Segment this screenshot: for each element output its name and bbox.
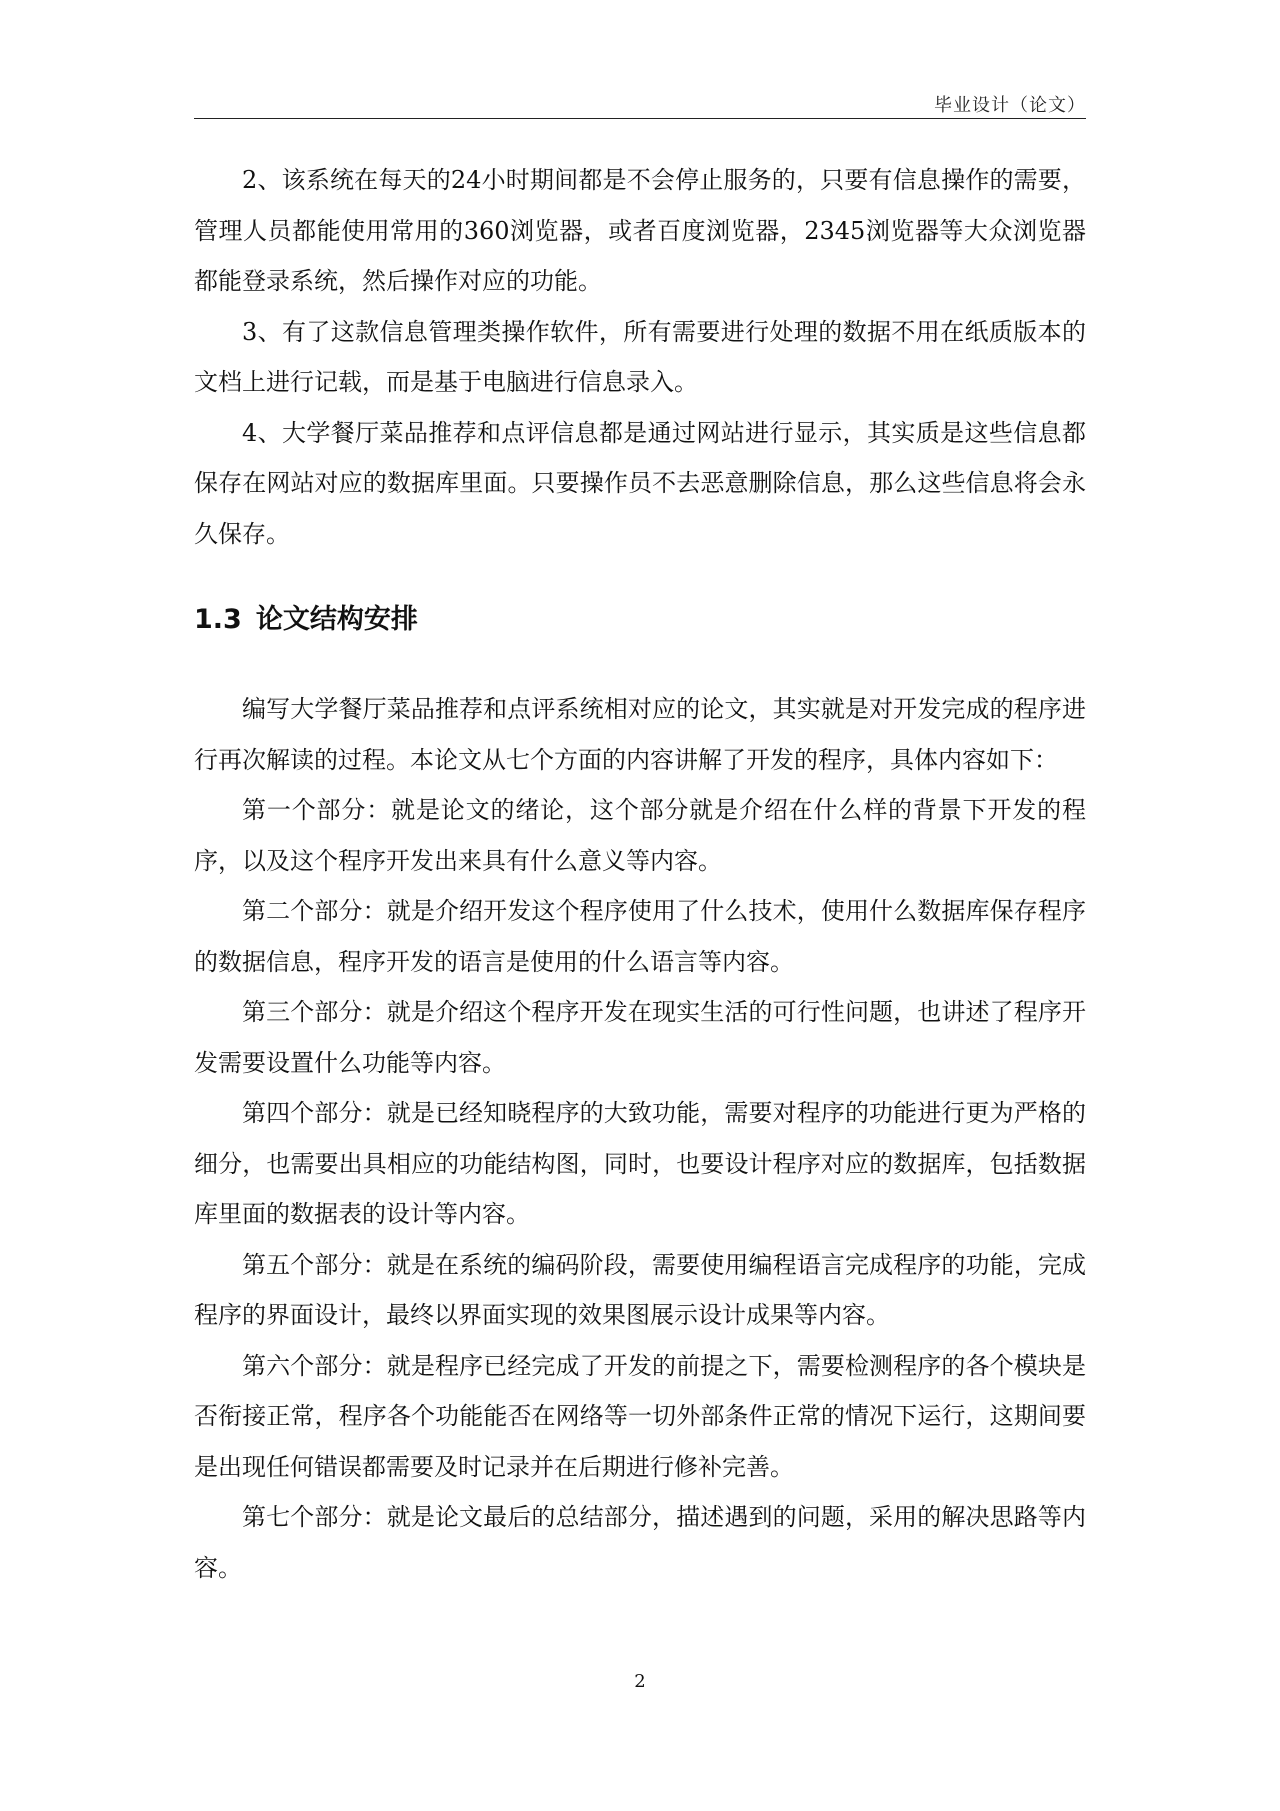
part-one-paragraph: 第一个部分：就是论文的绪论，这个部分就是介绍在什么样的背景下开发的程序，以及这个程序开发出来具有什么意义等内容。 [194, 796, 1086, 875]
section-title: 论文结构安排 [255, 604, 418, 635]
part-five-paragraph: 第五个部分：就是在系统的编码阶段，需要使用编程语言完成程序的功能，完成程序的界面设计，最终以界面实现的效果图展示设计成果等内容。 [194, 1250, 1086, 1329]
header-title: 毕业设计（论文） [934, 95, 1086, 116]
part-six-paragraph: 第六个部分：就是程序已经完成了开发的前提之下，需要检测程序的各个模块是否衔接正常，程序各个功能能否在网络等一切外部条件正常的情况下运行，这期间要是出现任何错误都需要及时记录并在后期进行修补完善。 [194, 1351, 1086, 1481]
part-two-paragraph: 第二个部分：就是介绍开发这个程序使用了什么技术，使用什么数据库保存程序的数据信息，程序开发的语言是使用的什么语言等内容。 [194, 897, 1086, 976]
paragraph-item-3: 3、有了这款信息管理类操作软件，所有需要进行处理的数据不用在纸质版本的文档上进行记载，而是基于电脑进行信息录入。 [194, 317, 1086, 396]
part-seven-paragraph: 第七个部分：就是论文最后的总结部分，描述遇到的问题，采用的解决思路等内容。 [194, 1503, 1086, 1582]
part-three-paragraph: 第三个部分：就是介绍这个程序开发在现实生活的可行性问题，也讲述了程序开发需要设置什么功能等内容。 [194, 998, 1086, 1077]
document-body [194, 155, 1086, 1593]
page-number: 2 [634, 1671, 646, 1692]
part-four-paragraph: 第四个部分：就是已经知晓程序的大致功能，需要对程序的功能进行更为严格的细分，也需要出具相应的功能结构图，同时，也要设计程序对应的数据库，包括数据库里面的数据表的设计等内容。 [194, 1099, 1086, 1228]
page-header [194, 88, 1086, 119]
section-intro-paragraph: 编写大学餐厅菜品推荐和点评系统相对应的论文，其实就是对开发完成的程序进行再次解读的过程。本论文从七个方面的内容讲解了开发的程序，具体内容如下： [194, 695, 1086, 774]
section-heading [194, 600, 1086, 640]
paragraph-item-2: 2、该系统在每天的24小时期间都是不会停止服务的，只要有信息操作的需要，管理人员都能使用常用的360浏览器，或者百度浏览器，2345浏览器等大众浏览器都能登录系统，然后操作对应的功能。 [194, 166, 1086, 295]
paragraph-item-4: 4、大学餐厅菜品推荐和点评信息都是通过网站进行显示，其实质是这些信息都保存在网站对应的数据库里面。只要操作员不去恶意删除信息，那么这些信息将会永久保存。 [194, 418, 1086, 548]
section-number: 1.3 [194, 604, 242, 635]
